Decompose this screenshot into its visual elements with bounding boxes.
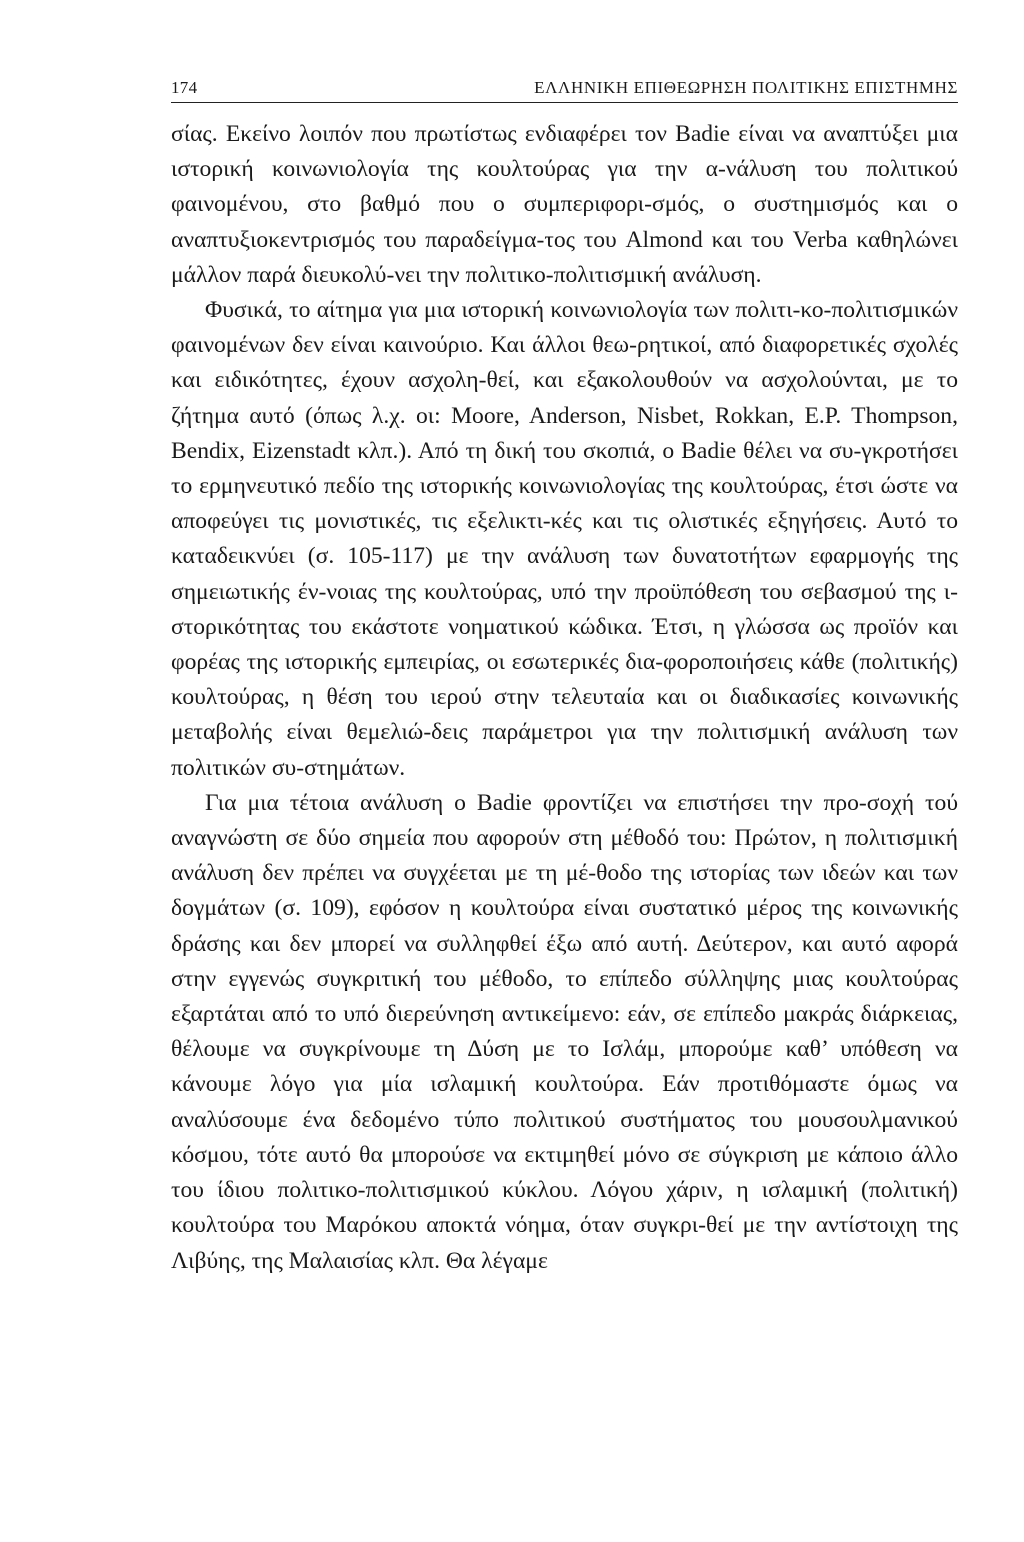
journal-title: ΕΛΛΗΝΙΚΗ ΕΠΙΘΕΩΡΗΣΗ ΠΟΛΙΤΙΚΗΣ ΕΠΙΣΤΗΜΗΣ xyxy=(534,78,958,97)
journal-page xyxy=(171,72,958,1472)
page-number: 174 xyxy=(171,78,198,97)
paragraph: Φυσικά, το αίτημα για μια ιστορική κοινωνιολογία των πολιτι-κο-πολιτισμικών φαινομένων δεν είναι καινούριο. Και άλλοι θεω-ρητικοί, από διαφορετικές σχολές και ειδικότητες, έχουν ασχολη-θεί, και εξακολουθούν να ασχολούνται, με το ζήτημα αυτό (όπως λ.χ. οι: Moore, Anderson, Nisbet, Rokkan, E.P. Thompson, Bendix, Eizenstadt κλπ.). Από τη δική του σκοπιά, ο Badie θέλει να συ-γκροτήσει το ερμηνευτικό πεδίο της ιστορικής κοινωνιολογίας της κουλτούρας, έτσι ώστε να αποφεύγει τις μονιστικές, τις εξελικτι-κές και τις ολιστικές εξηγήσεις. Αυτό το καταδεικνύει (σ. 105-117) με την ανάλυση των δυνατοτήτων εφαρμογής της σημειωτικής έν-νοιας της κουλτούρας, υπό την προϋπόθεση του σεβασμού της ι-στορικότητας του εκάστοτε νοηματικού κώδικα. Έτσι, η γλώσσα ως προϊόν και φορέας της ιστορικής εμπειρίας, οι εσωτερικές δια-φοροποιήσεις κάθε (πολιτικής) κουλτούρας, η θέση του ιερού στην τελευταία και οι διαδικασίες κοινωνικής μεταβολής είναι θεμελιώ-δεις παράμετροι για την πολιτισμική ανάλυση των πολιτικών συ-στημάτων. xyxy=(171,297,958,781)
paragraph: Για μια τέτοια ανάλυση ο Badie φροντίζει να επιστήσει την προ-σοχή τού αναγνώστη σε δύο σημεία που αφορούν στη μέθοδό του: Πρώτον, η πολιτισμική ανάλυση δεν πρέπει να συγχέεται με τη μέ-θοδο της ιστορίας των ιδεών και των δογμάτων (σ. 109), εφόσον η κουλτούρα είναι συστατικό μέρος της κοινωνικής δράσης και δεν μπορεί να συλληφθεί έξω από αυτή. Δεύτερον, και αυτό αφορά στην εγγενώς συγκριτική του μέθοδο, το επίπεδο σύλληψης μιας κουλτούρας εξαρτάται από το υπό διερεύνηση αντικείμενο: εάν, σε επίπεδο μακράς διάρκειας, θέλουμε να συγκρίνουμε τη Δύση με το Ισλάμ, μπορούμε καθ’ υπόθεση να κάνουμε λόγο για μία ισλαμική κουλτούρα. Εάν προτιθόμαστε όμως να αναλύσουμε ένα δεδομένο τύπο πολιτικού συστήματος του μουσουλμανικού κόσμου, τότε αυτό θα μπορούσε να εκτιμηθεί μόνο σε σύγκριση με κάποιο άλλο του ίδιου πολιτικο-πολιτισμικού κύκλου. Λόγου χάριν, η ισλαμική (πολιτική) κουλτούρα του Μαρόκου αποκτά νόημα, όταν συγκρι-θεί με την αντίστοιχη της Λιβύης, της Μαλαισίας κλπ. Θα λέγαμε xyxy=(171,789,958,1274)
body-text xyxy=(171,117,958,1279)
paragraph-continuation: σίας. Εκείνο λοιπόν που πρωτίστως ενδιαφέρει τον Badie είναι να αναπτύξει μια ιστορική κοινωνιολογία της κουλτούρας για την α-νάλυση του πολιτικού φαινομένου, στο βαθμό που ο συμπεριφορι-σμός, ο συστημισμός και ο αναπτυξιοκεντρισμός του παραδείγμα-τος του Almond και του Verba καθηλώνει μάλλον παρά διευκολύ-νει την πολιτικο-πολιτισμική ανάλυση. xyxy=(171,121,958,288)
running-head xyxy=(171,72,958,103)
